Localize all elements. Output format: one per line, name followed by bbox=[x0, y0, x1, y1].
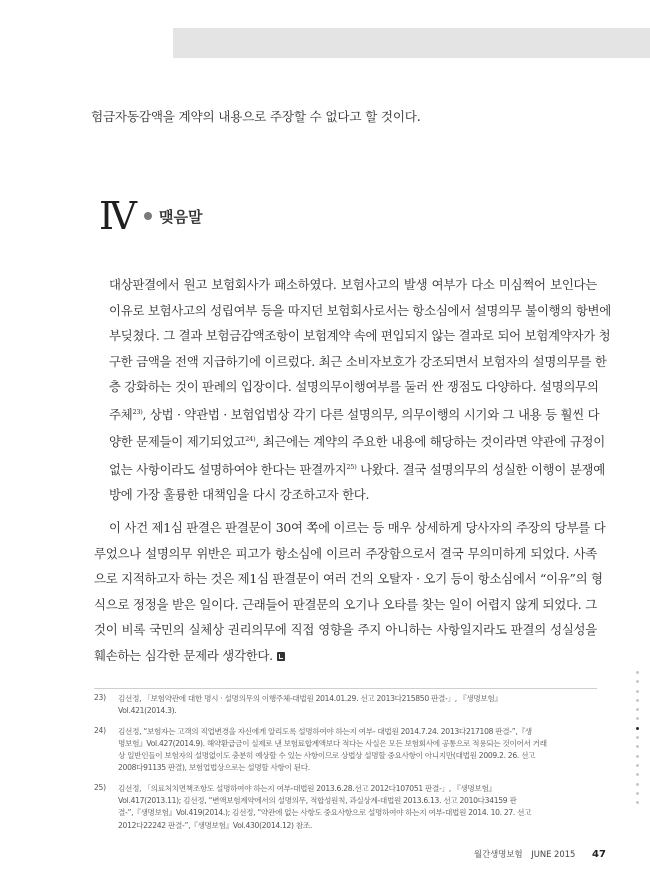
footnote-23: 23) 김선정, 「보험약관에 대한 명시 · 설명의무의 이행주체-대법원 2014.01.29. 선고 2013다215850 판결-」, 『생명보험』 Vol.421(2014.3). bbox=[94, 693, 502, 716]
page-dot bbox=[636, 755, 639, 758]
section-numeral: Ⅳ bbox=[99, 194, 132, 238]
page-number: 47 bbox=[592, 849, 606, 860]
lead-sentence: 험금자동감액을 계약의 내용으로 주장할 수 없다고 할 것이다. bbox=[91, 109, 421, 124]
footnote-divider bbox=[94, 688, 597, 689]
page-dot bbox=[636, 680, 639, 683]
issue-date: JUNE 2015 bbox=[531, 849, 576, 859]
page-position-indicator bbox=[636, 671, 639, 804]
footnotes bbox=[94, 693, 597, 840]
page-dot bbox=[636, 690, 639, 693]
footnote-ref-24[interactable]: 24) bbox=[245, 435, 256, 443]
page-dot bbox=[636, 764, 639, 767]
page-dot bbox=[636, 783, 639, 786]
magazine-name: 월간생명보험 bbox=[474, 849, 523, 859]
footnote-ref-25[interactable]: 25) bbox=[346, 462, 357, 471]
page-dot bbox=[636, 671, 639, 674]
page-dot bbox=[636, 699, 639, 702]
body-paragraph-2: 이 사건 제1심 판결은 판결문이 30여 쪽에 이르는 등 매우 상세하게 당사자의 주장의 당부를 다 루었으나 설명의무 위반은 피고가 항소심에 이르러 주장함으로서 결국 무의미하게 되었다. 사족 으로 지적하고자 하는 것은 제1심 판결문이 여러 건의 오탈자 · 오기 등이 항소심에서 “이유”의 형 식으로 정정을 받은 일이다. 근래들어 판결문의 오기나 오타를 찾는 일이 어렵지 않게 되었다. 그 것이 비록 국민의 실체상 권리의무에 직접 영향을 주지 아니하는 사항일지라도 판결의 성실성을 훼손하는 심각한 문제라 생각한다. bbox=[94, 520, 606, 663]
body-paragraph-1: 대상판결에서 원고 보험회사가 패소하였다. 보험사고의 발생 여부가 다소 미심쩍어 보인다는 이유로 보험사고의 성립여부 등을 따지던 보험회사로서는 항소심에서 설명의무 불이행의 항변에 부딪쳤다. 그 결과 보험금감액조항이 보험계약 속에 편입되지 않는 결과로 되어 보험계약자가 청 구한 금액을 전액 지급하기에 이르렀다. 최근 소비자보호가 강조되면서 보험자의 설명의무를 한 층 강화하는 것이 판례의 입장이다. 설명의무이행여부를 둘러 싼 쟁점도 다양하다. 설명의무의 주체$^{23)}$, 상법 · 약관법 · 보험업법상 각기 다른 설명의무, 의무이행의 시기와 그 내용 등 훨씬 다 양한 문제들이 제기되었고$^{24)}$, 최근에는 계약의 주요한 내용에 해당하는 것이라면 약관에 규정이 없는 사항이라도 설명하여야 한다는 판결까지$^{25)}$ 나왔다. 결국 설명의무의 성실한 이행이 분쟁예 방에 가장 훌륭한 대책임을 다시 강조하고자 한다. bbox=[109, 277, 611, 502]
page-dot bbox=[636, 801, 639, 804]
footnote-25: 25) 김선정, 「의료처치면책조항도 설명하여야 하는지 여부-대법원 2013.6.28.선고 2012다107051 판결-」, 『생명보험』 Vol.417(2013.11); 김선정, “변액보험계약에서의 설명의무, 적합성원칙, 과실상계-대법원 2013.6.13. 선고 2010다34159 판 결-”,『생명보험』Vol.419(2014.); 김선정, “약관에 없는 사항도 중요사항으로 설명하여야 하는지 여부-대법원 2014. 10. 27. 선고 2012다22242 판결-”,『생명보험』Vol.430(2014.12) 참조. bbox=[94, 782, 532, 830]
header-bar bbox=[173, 28, 650, 58]
bullet-dot-icon bbox=[144, 212, 152, 220]
page-dot-active bbox=[636, 727, 639, 730]
section-heading bbox=[99, 196, 202, 236]
footnote-ref-23[interactable]: 23) bbox=[132, 407, 143, 416]
page-footer bbox=[474, 848, 606, 860]
footnote-24: 24) 김선정, “보험자는 고객의 직업변경을 자신에게 알리도록 설명하여야 하는지 여부- 대법원 2014.7.24. 2013다217108 판결-”,『생 명보험』Vol.427(2014.9). 해약환급금이 실제로 낸 보험료합계액보다 적다는 사실은 모든 보험회사에 공통으로 적용되는 것이어서 거래 상 일반인들이 보험자의 설명없이도 충분히 예상할 수 있는 사항이므로 상법상 설명할 중요사항이 아니지만(대법원 2009.2. 26. 선고 2008다91135 판결), 보험업법상으로는 설명할 사항이 된다. bbox=[94, 725, 547, 773]
page-dot bbox=[636, 792, 639, 795]
page-dot bbox=[636, 736, 639, 739]
page-dot bbox=[636, 708, 639, 711]
section-title: 맺음말 bbox=[158, 207, 203, 226]
end-of-article-icon bbox=[277, 652, 285, 661]
page-dot bbox=[636, 773, 639, 776]
page-dot bbox=[636, 745, 639, 748]
page-dot bbox=[636, 717, 639, 720]
